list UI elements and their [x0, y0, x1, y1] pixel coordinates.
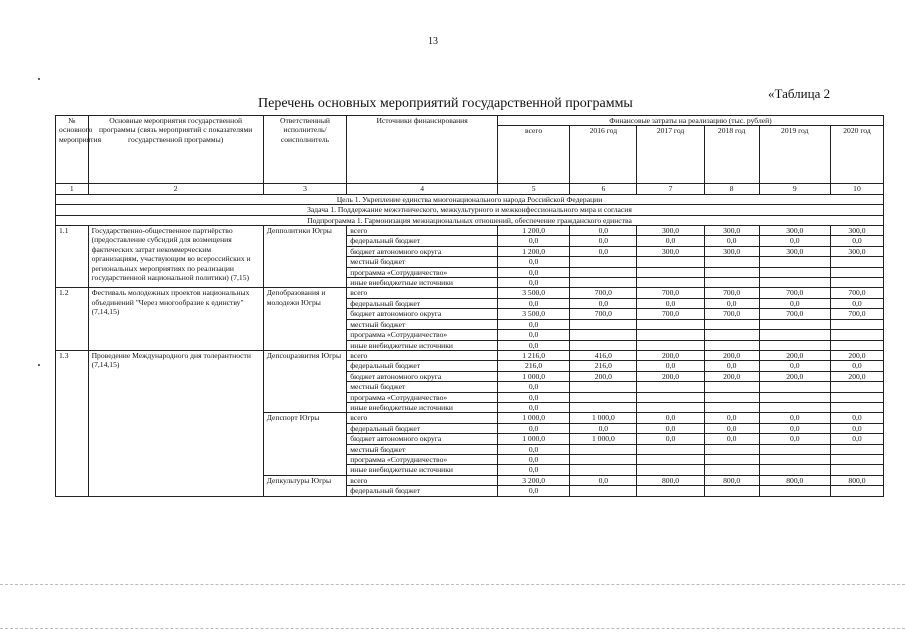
amount-year [759, 402, 830, 412]
funding-source: федеральный бюджет [347, 486, 498, 496]
amount-year: 0,0 [704, 361, 759, 371]
amount-year [637, 465, 704, 475]
funding-source: бюджет автономного округа [347, 309, 498, 319]
scan-speck [38, 78, 40, 80]
amount-year [830, 454, 883, 464]
scan-speck [38, 364, 40, 366]
amount-year [830, 392, 883, 402]
amount-year: 0,0 [759, 434, 830, 444]
amount-year: 200,0 [704, 371, 759, 381]
amount-total: 0,0 [497, 236, 569, 246]
amount-year [704, 267, 759, 277]
amount-year [637, 454, 704, 464]
scan-edge-line [0, 584, 905, 585]
amount-year [570, 340, 637, 350]
amount-year: 700,0 [759, 309, 830, 319]
amount-year: 200,0 [570, 371, 637, 381]
amount-total: 0,0 [497, 298, 569, 308]
amount-year: 200,0 [830, 350, 883, 360]
header-total: всего [497, 126, 569, 184]
amount-total: 3 200,0 [497, 475, 569, 485]
activity-name: Фестиваль молодежных проектов национальных объединений "Через многообразие к единству" (7,14,15) [88, 288, 263, 350]
amount-year [704, 257, 759, 267]
amount-year: 800,0 [704, 475, 759, 485]
amount-year [704, 278, 759, 288]
funding-source: программа «Сотрудничество» [347, 392, 498, 402]
activity-number: 1.3 [56, 350, 89, 496]
funding-source: всего [347, 413, 498, 423]
amount-year: 0,0 [704, 413, 759, 423]
amount-year: 200,0 [759, 371, 830, 381]
table-label: «Таблица 2 [768, 86, 831, 101]
amount-year: 0,0 [570, 298, 637, 308]
funding-source: местный бюджет [347, 382, 498, 392]
amount-year: 0,0 [570, 475, 637, 485]
funding-source: федеральный бюджет [347, 298, 498, 308]
document-title: Перечень основных мероприятий государственной программы [258, 96, 633, 111]
amount-year: 0,0 [704, 434, 759, 444]
amount-year: 0,0 [637, 361, 704, 371]
amount-year: 300,0 [704, 246, 759, 256]
amount-year [570, 465, 637, 475]
amount-year [759, 454, 830, 464]
amount-year [637, 340, 704, 350]
amount-year [570, 392, 637, 402]
amount-year [759, 257, 830, 267]
executor-name: Депспорт Югры [263, 413, 347, 475]
amount-total: 3 500,0 [497, 288, 569, 298]
column-number: 4 [347, 184, 498, 194]
funding-source: программа «Сотрудничество» [347, 267, 498, 277]
amount-year [570, 330, 637, 340]
amount-total: 1 200,0 [497, 246, 569, 256]
column-numbers-row [56, 184, 884, 194]
page-number: 13 [428, 36, 438, 47]
amount-year: 200,0 [759, 350, 830, 360]
amount-year [637, 382, 704, 392]
funding-source: всего [347, 350, 498, 360]
amount-total: 0,0 [497, 423, 569, 433]
amount-year [830, 267, 883, 277]
amount-year: 300,0 [637, 226, 704, 236]
header-executor: Ответственный исполнитель/ соисполнитель [263, 116, 347, 184]
amount-year [570, 319, 637, 329]
activity-name: Проведение Международного дня толерантности (7,14,15) [88, 350, 263, 496]
funding-source: местный бюджет [347, 319, 498, 329]
amount-year: 700,0 [570, 309, 637, 319]
amount-year [637, 486, 704, 496]
column-number: 9 [759, 184, 830, 194]
executor-name: Депкультуры Югры [263, 475, 347, 496]
amount-total: 0,0 [497, 340, 569, 350]
amount-total: 0,0 [497, 278, 569, 288]
amount-year [704, 465, 759, 475]
amount-year [759, 465, 830, 475]
activity-number: 1.1 [56, 226, 89, 288]
funding-source: иные внебюджетные источники [347, 340, 498, 350]
table-row [56, 226, 884, 236]
header-year: 2019 год [759, 126, 830, 184]
amount-year [704, 392, 759, 402]
amount-year: 0,0 [759, 423, 830, 433]
amount-year: 300,0 [704, 226, 759, 236]
funding-source: бюджет автономного округа [347, 246, 498, 256]
amount-total: 3 500,0 [497, 309, 569, 319]
amount-year [759, 392, 830, 402]
executor-name: Депполитики Югры [263, 226, 347, 288]
amount-year: 700,0 [830, 288, 883, 298]
amount-year: 216,0 [570, 361, 637, 371]
amount-year [830, 465, 883, 475]
amount-year [570, 454, 637, 464]
funding-source: федеральный бюджет [347, 423, 498, 433]
amount-total: 0,0 [497, 454, 569, 464]
amount-year [637, 267, 704, 277]
amount-total: 216,0 [497, 361, 569, 371]
executor-name: Депобразования и молодежи Югры [263, 288, 347, 350]
amount-total: 0,0 [497, 257, 569, 267]
amount-year: 0,0 [704, 298, 759, 308]
amount-year [570, 444, 637, 454]
amount-year [637, 444, 704, 454]
amount-year: 200,0 [704, 350, 759, 360]
amount-year: 300,0 [637, 246, 704, 256]
amount-total: 0,0 [497, 382, 569, 392]
amount-year: 0,0 [830, 413, 883, 423]
amount-year [759, 340, 830, 350]
amount-year [704, 319, 759, 329]
amount-total: 0,0 [497, 392, 569, 402]
amount-year [759, 267, 830, 277]
amount-year [830, 444, 883, 454]
amount-year: 0,0 [759, 236, 830, 246]
amount-total: 1 216,0 [497, 350, 569, 360]
amount-year: 300,0 [830, 226, 883, 236]
amount-year: 0,0 [704, 423, 759, 433]
amount-year [570, 402, 637, 412]
amount-year [704, 454, 759, 464]
amount-year: 700,0 [759, 288, 830, 298]
amount-year: 800,0 [759, 475, 830, 485]
column-number: 7 [637, 184, 704, 194]
amount-total: 0,0 [497, 267, 569, 277]
amount-year: 0,0 [830, 434, 883, 444]
funding-source: бюджет автономного округа [347, 371, 498, 381]
amount-total: 0,0 [497, 465, 569, 475]
amount-year [637, 392, 704, 402]
amount-total: 0,0 [497, 402, 569, 412]
amount-year: 200,0 [830, 371, 883, 381]
scan-edge-line [0, 628, 905, 629]
amount-total: 0,0 [497, 486, 569, 496]
funding-source: всего [347, 475, 498, 485]
funding-source: федеральный бюджет [347, 236, 498, 246]
amount-total: 1 200,0 [497, 226, 569, 236]
funding-source: местный бюджет [347, 257, 498, 267]
amount-year: 0,0 [830, 298, 883, 308]
amount-year [637, 330, 704, 340]
amount-year: 0,0 [759, 361, 830, 371]
amount-year [759, 330, 830, 340]
amount-year: 0,0 [759, 413, 830, 423]
amount-year [830, 330, 883, 340]
amount-year [759, 382, 830, 392]
amount-year [637, 319, 704, 329]
funding-source: иные внебюджетные источники [347, 278, 498, 288]
amount-year [570, 278, 637, 288]
goal-row: Цель 1. Укрепление единства многонационального народа Российской Федерации [56, 194, 884, 204]
funding-source: программа «Сотрудничество» [347, 454, 498, 464]
column-number: 2 [88, 184, 263, 194]
amount-year [570, 257, 637, 267]
amount-year: 0,0 [759, 298, 830, 308]
header-finance: Финансовые затраты на реализацию (тыс. рублей) [497, 116, 883, 126]
amount-year [637, 402, 704, 412]
amount-year: 416,0 [570, 350, 637, 360]
column-number: 6 [570, 184, 637, 194]
header-year: 2017 год [637, 126, 704, 184]
header-activity: Основные мероприятия государственной программы (связь мероприятий с показателями государственной программы) [88, 116, 263, 184]
amount-year: 0,0 [704, 236, 759, 246]
column-number: 5 [497, 184, 569, 194]
amount-year: 1 000,0 [570, 434, 637, 444]
amount-total: 1 000,0 [497, 371, 569, 381]
amount-year [637, 278, 704, 288]
amount-year: 700,0 [704, 288, 759, 298]
amount-year: 0,0 [830, 236, 883, 246]
activity-name: Государственно-общественное партнёрство (предоставление субсидий для возмещения фактических затрат некоммерческим организациям, участвующим во всероссийских и региональных мероприятиях по реализации государственной национальной политики) (7,15) [88, 226, 263, 288]
executor-name: Депсоцразвития Югры [263, 350, 347, 412]
funding-source: иные внебюджетные источники [347, 465, 498, 475]
amount-year [704, 382, 759, 392]
activity-number: 1.2 [56, 288, 89, 350]
amount-year: 0,0 [830, 423, 883, 433]
amount-year [570, 382, 637, 392]
amount-year: 200,0 [637, 371, 704, 381]
amount-year [830, 382, 883, 392]
amount-year: 800,0 [637, 475, 704, 485]
amount-year: 0,0 [570, 423, 637, 433]
amount-year [830, 486, 883, 496]
amount-year: 0,0 [637, 413, 704, 423]
header-num: № основного мероприятия [56, 116, 89, 184]
header-year: 2016 год [570, 126, 637, 184]
amount-year [704, 486, 759, 496]
column-number: 10 [830, 184, 883, 194]
amount-total: 1 000,0 [497, 413, 569, 423]
amount-year: 800,0 [830, 475, 883, 485]
amount-year [637, 257, 704, 267]
amount-total: 0,0 [497, 444, 569, 454]
funding-source: иные внебюджетные источники [347, 402, 498, 412]
amount-year [704, 444, 759, 454]
header-year: 2018 год [704, 126, 759, 184]
program-activities-table [55, 115, 884, 497]
amount-year [570, 267, 637, 277]
header-year: 2020 год [830, 126, 883, 184]
amount-year: 200,0 [637, 350, 704, 360]
amount-year: 0,0 [637, 236, 704, 246]
funding-source: местный бюджет [347, 444, 498, 454]
task-row: Задача 1. Поддержание межэтнического, межкультурного и межконфессионального мира и согласия [56, 205, 884, 215]
amount-year [830, 319, 883, 329]
amount-year [759, 486, 830, 496]
amount-total: 0,0 [497, 319, 569, 329]
amount-year: 1 000,0 [570, 413, 637, 423]
amount-year: 0,0 [830, 361, 883, 371]
column-number: 3 [263, 184, 347, 194]
amount-year: 300,0 [759, 246, 830, 256]
funding-source: федеральный бюджет [347, 361, 498, 371]
amount-year [830, 402, 883, 412]
funding-source: всего [347, 288, 498, 298]
column-number: 8 [704, 184, 759, 194]
subprogram-row: Подпрограмма 1. Гармонизация межнациональных отношений, обеспечение гражданского единства [56, 215, 884, 225]
amount-year: 700,0 [830, 309, 883, 319]
amount-year [830, 340, 883, 350]
amount-total: 0,0 [497, 330, 569, 340]
amount-year: 700,0 [637, 309, 704, 319]
header-source: Источники финансирования [347, 116, 498, 184]
amount-year [704, 402, 759, 412]
funding-source: программа «Сотрудничество» [347, 330, 498, 340]
table-row [56, 288, 884, 298]
funding-source: бюджет автономного округа [347, 434, 498, 444]
amount-year: 300,0 [759, 226, 830, 236]
amount-total: 1 000,0 [497, 434, 569, 444]
amount-year [704, 340, 759, 350]
amount-year [759, 278, 830, 288]
amount-year: 700,0 [637, 288, 704, 298]
amount-year [704, 330, 759, 340]
column-number: 1 [56, 184, 89, 194]
amount-year: 0,0 [637, 434, 704, 444]
table-row [56, 350, 884, 360]
amount-year: 300,0 [830, 246, 883, 256]
amount-year: 0,0 [637, 423, 704, 433]
amount-year: 700,0 [704, 309, 759, 319]
amount-year [830, 278, 883, 288]
amount-year: 0,0 [570, 236, 637, 246]
amount-year: 0,0 [570, 246, 637, 256]
amount-year: 0,0 [637, 298, 704, 308]
amount-year [759, 319, 830, 329]
amount-year: 0,0 [570, 226, 637, 236]
amount-year: 700,0 [570, 288, 637, 298]
amount-year [830, 257, 883, 267]
amount-year [570, 486, 637, 496]
funding-source: всего [347, 226, 498, 236]
amount-year [759, 444, 830, 454]
